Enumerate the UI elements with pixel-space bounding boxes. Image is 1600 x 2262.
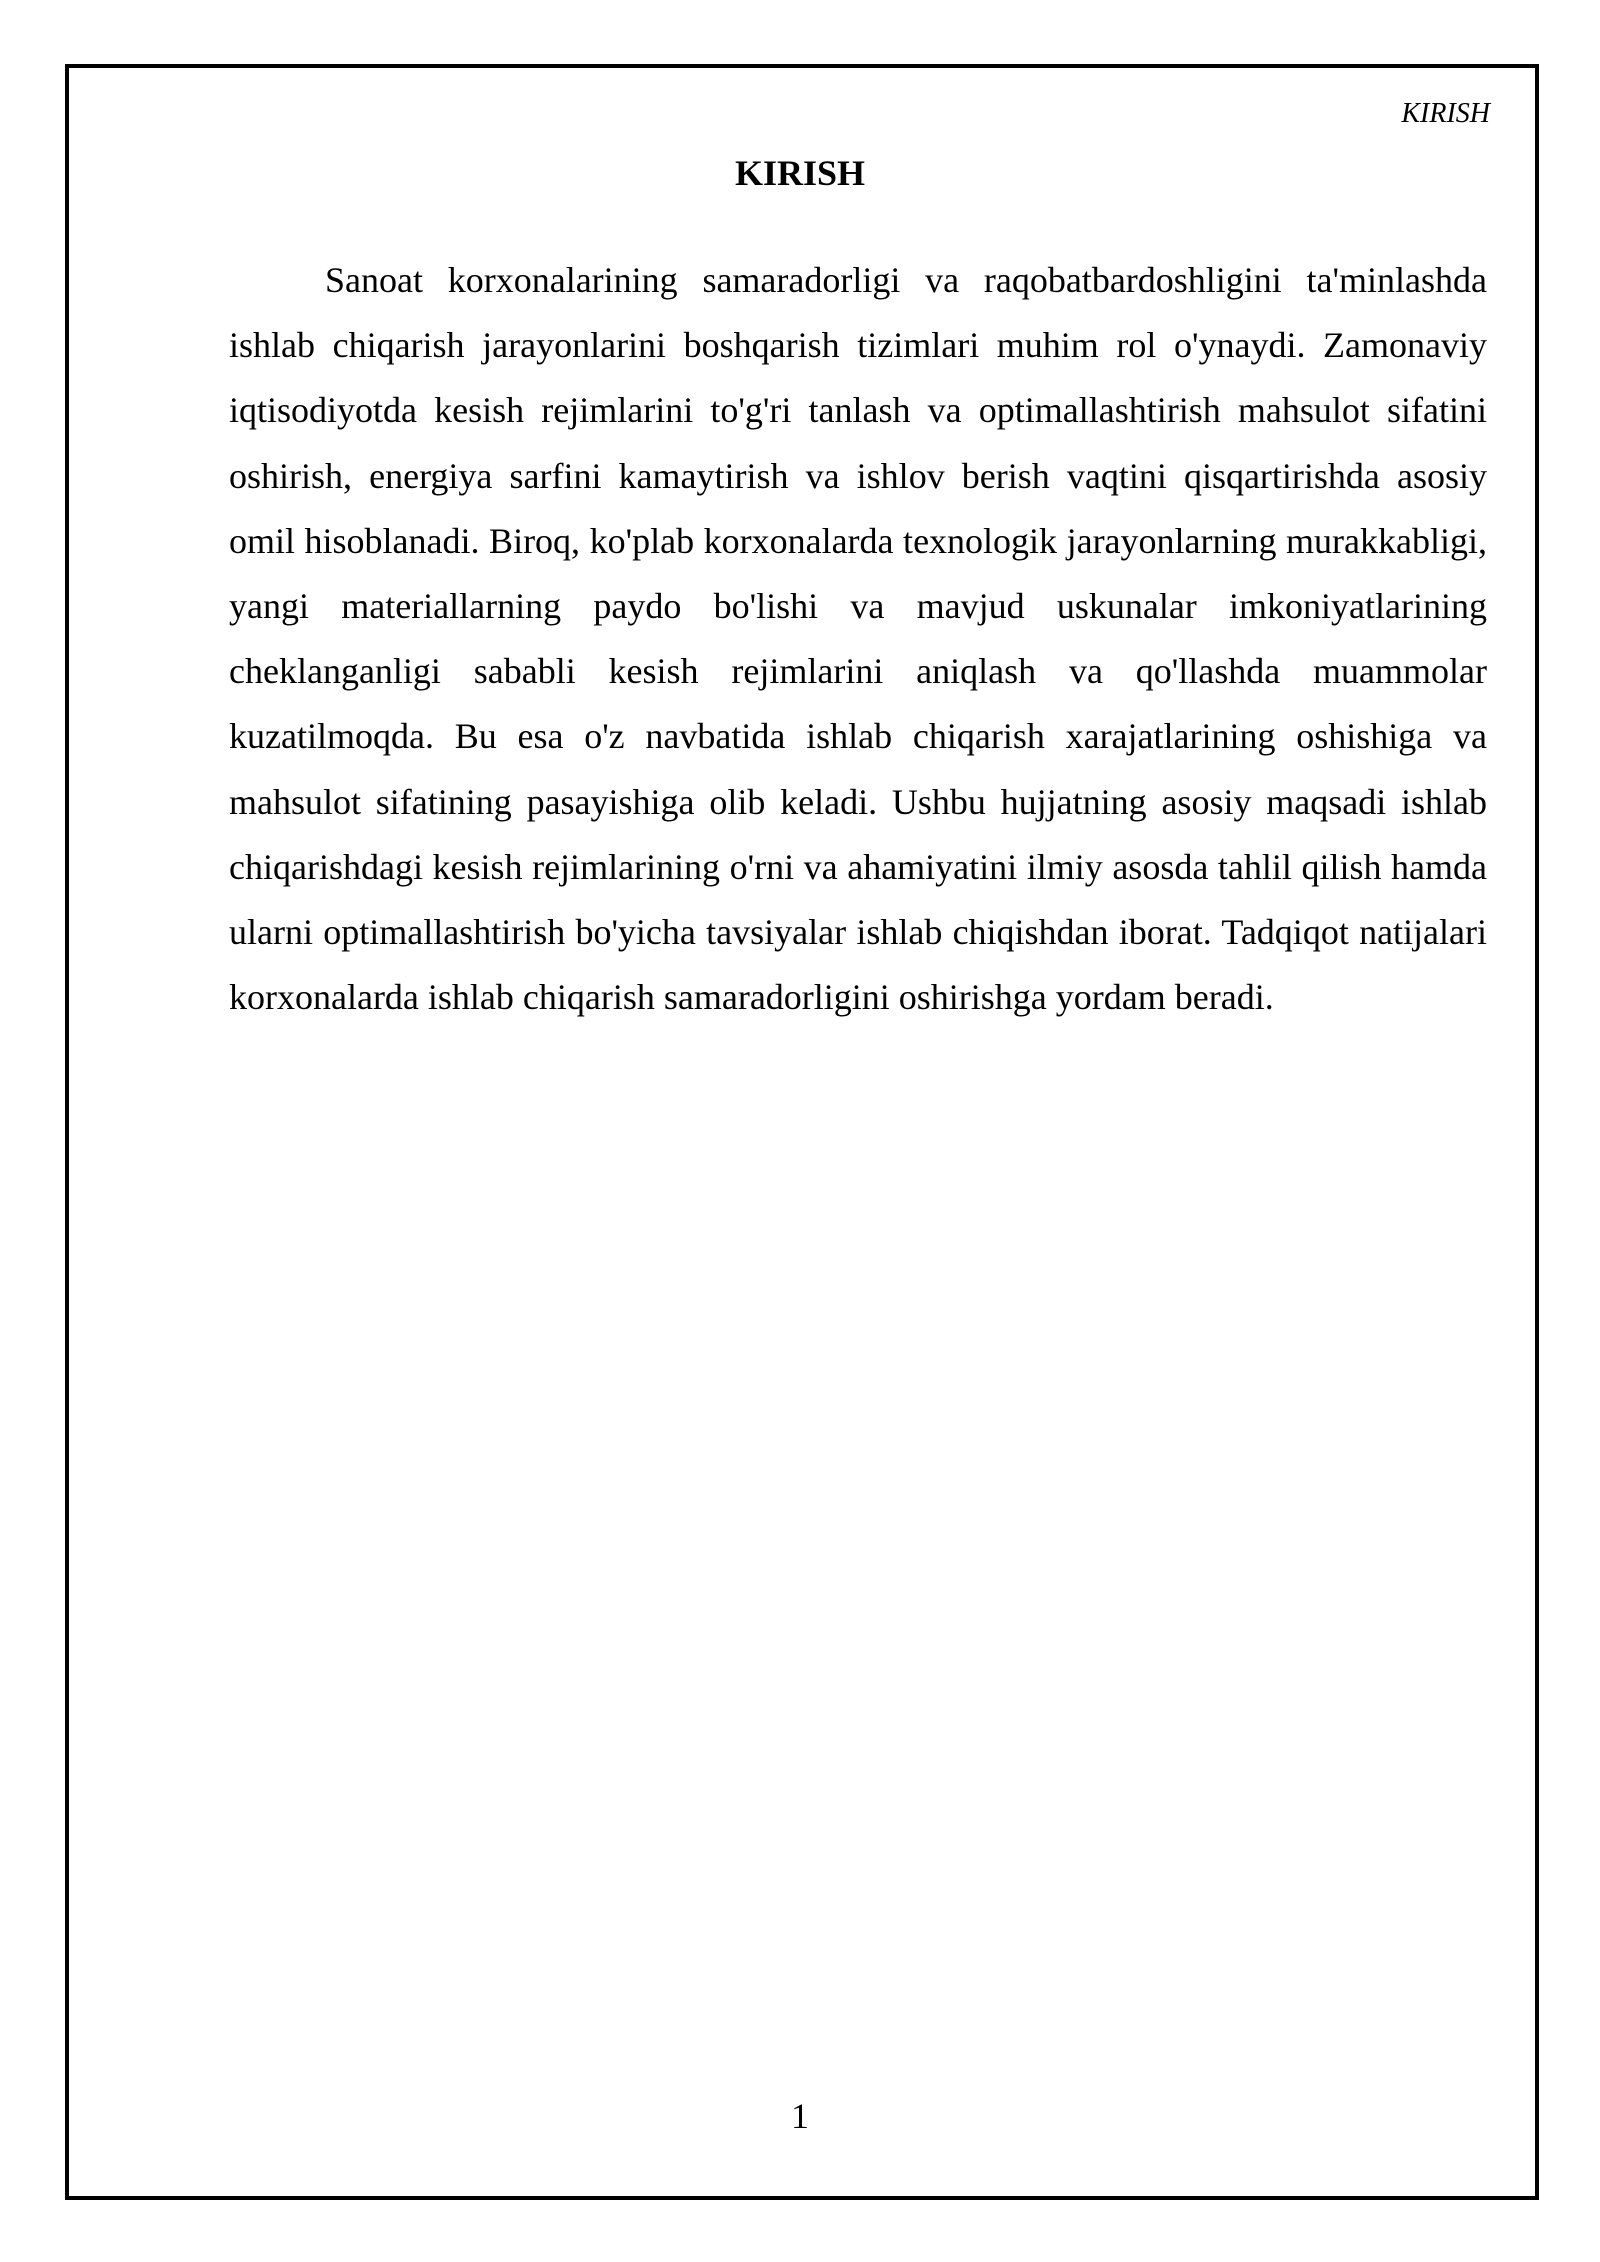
- page-number: 1: [791, 2096, 809, 2136]
- running-header: KIRISH: [1401, 98, 1490, 129]
- body-paragraph: Sanoat korxonalarining samaradorligi va raqobatbardoshligini ta'minlashda ishlab chiqarish jarayonlarini boshqarish tizimlari muhim rol o'ynaydi. Zamonaviy iqtisodiyotda kesish rejimlarini to'g'ri tanlash va optimallashtirish mahsulot sifatini oshirish, energiya sarfini kamaytirish va ishlov berish vaqtini qisqartirishda asosiy omil hisoblanadi. Biroq, ko'plab korxonalarda texnologik jarayonlarning murakkabligi, yangi materiallarning paydo bo'lishi va mavjud uskunalar imkoniyatlarining cheklanganligi sababli kesish rejimlarini aniqlash va qo'llashda muammolar kuzatilmoqda. Bu esa o'z navbatida ishlab chiqarish xarajatlarining oshishiga va mahsulot sifatining pasayishiga olib keladi. Ushbu hujjatning asosiy maqsadi ishlab chiqarishdagi kesish rejimlarining o'rni va ahamiyatini ilmiy asosda tahlil qilish hamda ularni optimallashtirish bo'yicha tavsiyalar ishlab chiqishdan iborat. Tadqiqot natijalari korxonalarda ishlab chiqarish samaradorligini oshirishga yordam beradi.: [229, 260, 1487, 1018]
- section-title: KIRISH: [734, 153, 866, 193]
